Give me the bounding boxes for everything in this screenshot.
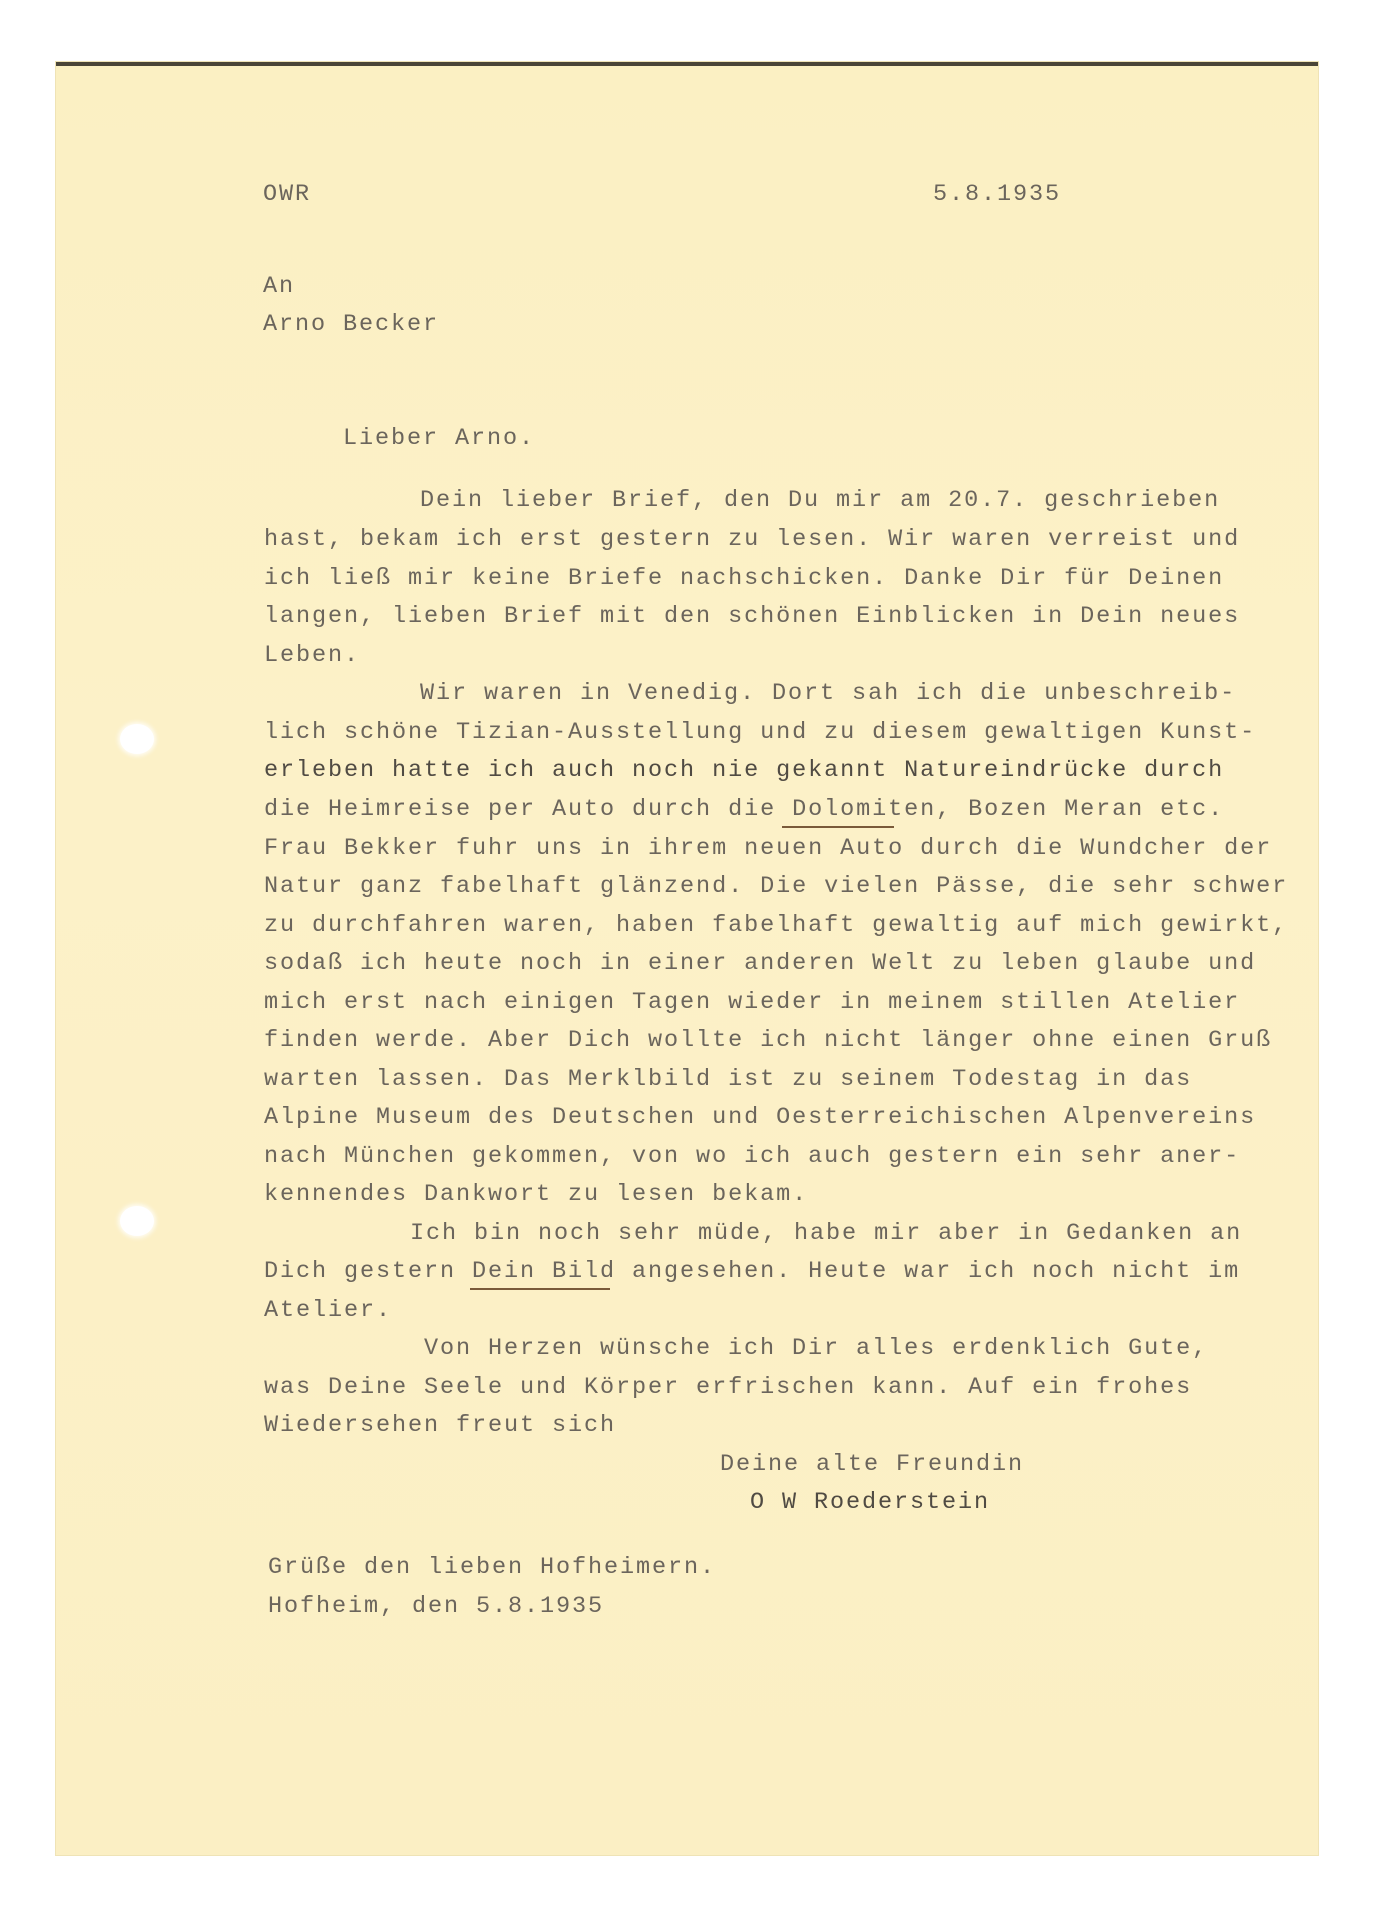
postscript-place-date: Hofheim, den 5.8.1935: [268, 1593, 605, 1620]
body-line: hast, bekam ich erst gestern zu lesen. Wir waren verreist und: [264, 526, 1241, 553]
body-line: Natur ganz fabelhaft glänzend. Die vielen Pässe, die sehr schwer: [264, 873, 1289, 900]
postscript-greeting: Grüße den lieben Hofheimern.: [268, 1554, 717, 1581]
body-line: lich schöne Tizian-Ausstellung und zu diesem gewaltigen Kunst-: [264, 719, 1257, 746]
closing-line: Deine alte Freundin: [720, 1451, 1025, 1478]
body-line: Frau Bekker fuhr uns in ihrem neuen Auto durch die Wundcher der: [264, 835, 1273, 862]
body-line: Dich gestern Dein Bild angesehen. Heute war ich noch nicht im: [264, 1258, 1241, 1285]
punch-hole-top: [120, 724, 154, 754]
body-line: Wir waren in Venedig. Dort sah ich die unbeschreib-: [420, 680, 1237, 707]
body-line: finden werde. Aber Dich wollte ich nicht länger ohne einen Gruß: [264, 1027, 1273, 1054]
body-line: was Deine Seele und Körper erfrischen kann. Auf ein frohes: [264, 1374, 1193, 1401]
body-line: mich erst nach einigen Tagen wieder in meinem stillen Atelier: [264, 989, 1241, 1016]
body-line: Wiedersehen freut sich: [264, 1412, 617, 1439]
recipient-prefix: An: [263, 273, 296, 300]
underline-dolomiten: [782, 826, 894, 828]
body-line: Ich bin noch sehr müde, habe mir aber in Gedanken an: [410, 1220, 1243, 1247]
body-line: warten lassen. Das Merklbild ist zu seinem Todestag in das: [264, 1066, 1193, 1093]
body-line: langen, lieben Brief mit den schönen Einblicken in Dein neues: [264, 603, 1241, 630]
body-line: Von Herzen wünsche ich Dir alles erdenklich Gute,: [424, 1335, 1209, 1362]
salutation: Lieber Arno.: [343, 425, 536, 452]
body-line: erleben hatte ich auch noch nie gekannt Natureindrücke durch: [264, 757, 1225, 784]
body-line: ich ließ mir keine Briefe nachschicken. Danke Dir für Deinen: [264, 565, 1225, 592]
body-line: kennendes Dankwort zu lesen bekam.: [264, 1181, 809, 1208]
sheet-top-edge: [56, 62, 1318, 66]
body-line: sodaß ich heute noch in einer anderen Welt zu leben glaube und: [264, 950, 1257, 977]
body-line: Leben.: [264, 642, 361, 669]
body-line: nach München gekommen, von wo ich auch gestern ein sehr aner-: [264, 1143, 1241, 1170]
sender-initials: OWR: [263, 181, 312, 208]
body-line: zu durchfahren waren, haben fabelhaft gewaltig auf mich gewirkt,: [264, 912, 1289, 939]
body-line: Alpine Museum des Deutschen und Oesterreichischen Alpenvereins: [264, 1104, 1257, 1131]
body-line: Dein lieber Brief, den Du mir am 20.7. geschrieben: [420, 487, 1221, 514]
recipient-name: Arno Becker: [263, 311, 440, 338]
letter-date: 5.8.1935: [933, 181, 1062, 208]
punch-hole-bottom: [120, 1206, 154, 1236]
body-line: Atelier.: [264, 1297, 393, 1324]
underline-dein-bild: [470, 1288, 610, 1290]
signature-name: O W Roederstein: [750, 1489, 991, 1516]
body-line: die Heimreise per Auto durch die Dolomiten, Bozen Meran etc.: [264, 796, 1225, 823]
